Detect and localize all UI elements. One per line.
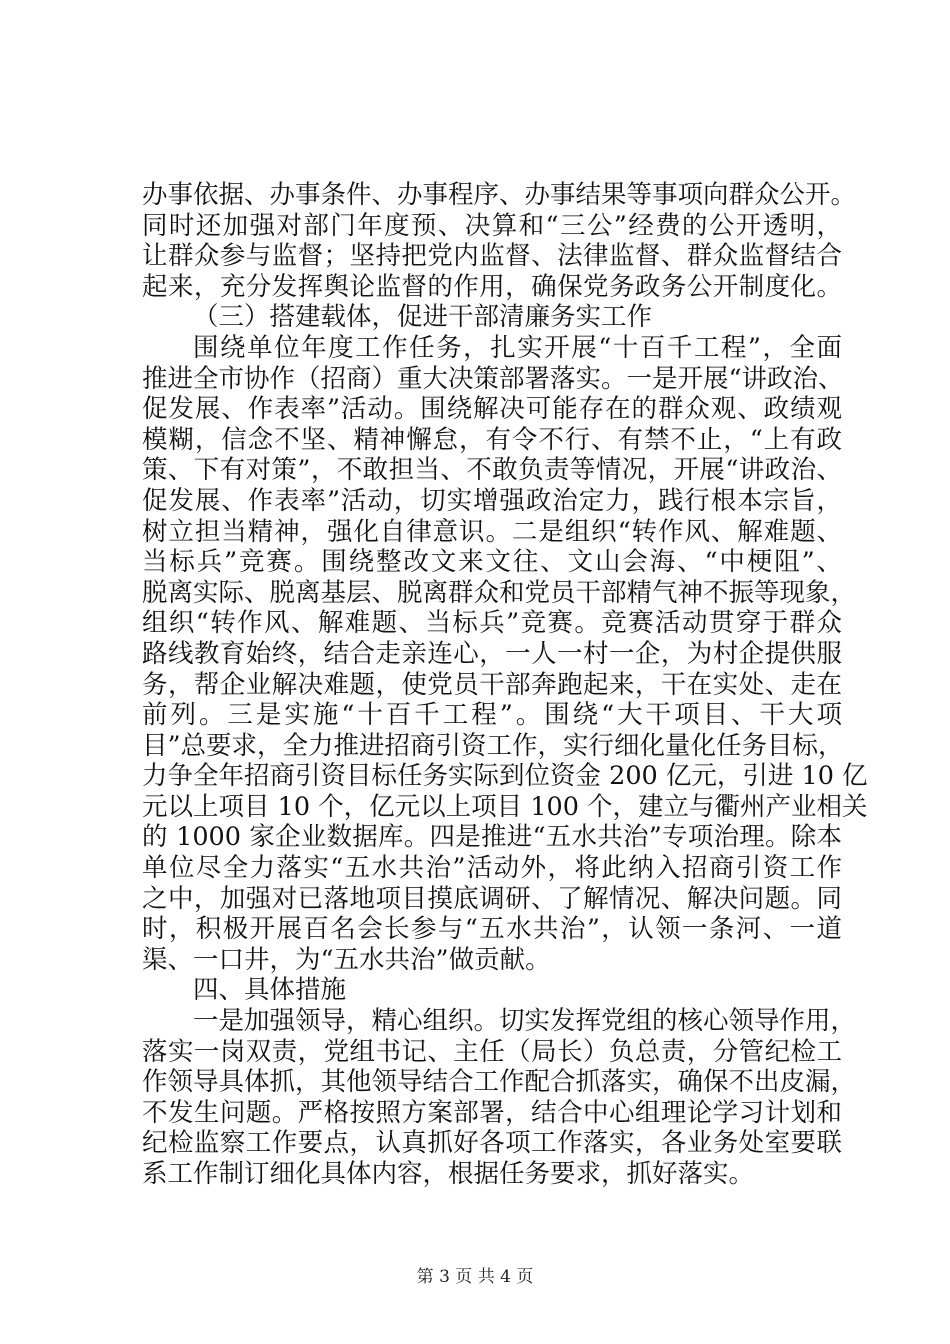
text-line: 渠、一口井，为“五水共治”做贡献。 [142, 944, 551, 975]
page-footer [0, 1267, 950, 1287]
text-line: 促发展、作表率”活动。围绕解决可能存在的群众观、政绩观 [142, 394, 842, 425]
text-line: 路线教育始终，结合走亲连心，一人一村一企，为村企提供服 [142, 638, 842, 669]
text-line: 时，积极开展百名会长参与“五水共治”，认领一条河、一道 [142, 914, 842, 945]
text-line: 不发生问题。严格按照方案部署，结合中心组理论学习计划和 [142, 1097, 842, 1128]
text-line: 脱离实际、脱离基层、脱离群众和党员干部精气神不振等现象， [142, 577, 857, 608]
text-line: 策、下有对策”，不敢担当、不敢负责等情况，开展“讲政治、 [142, 455, 842, 486]
text-line: 让群众参与监督；坚持把党内监督、法律监督、群众监督结合 [142, 241, 842, 272]
text-line: 务，帮企业解决难题，使党员干部奔跑起来，干在实处、走在 [142, 669, 842, 700]
text-line: 之中，加强对已落地项目摸底调研、了解情况、解决问题。同 [142, 883, 842, 914]
text-line: 推进全市协作（招商）重大决策部署落实。一是开展“讲政治、 [142, 363, 844, 394]
text-line: 树立担当精神，强化自律意识。二是组织“转作风、解难题、 [142, 516, 842, 547]
section-heading: 四、具体措施 [193, 975, 347, 1006]
document-body [142, 180, 868, 1190]
text-line: 当标兵”竞赛。围绕整改文来文往、文山会海、“中梗阻”、 [142, 547, 842, 578]
text-line: 作领导具体抓，其他领导结合工作配合抓落实，确保不出皮漏， [142, 1067, 857, 1098]
text-line: 促发展、作表率”活动，切实增强政治定力，践行根本宗旨， [142, 485, 842, 516]
text-line: 力争全年招商引资目标任务实际到位资金 200 亿元，引进 10 亿 [142, 761, 868, 792]
text-line: 元以上项目 10 个，亿元以上项目 100 个，建立与衢州产业相关 [142, 791, 868, 822]
text-line: 办事依据、办事条件、办事程序、办事结果等事项向群众公开。 [142, 180, 857, 210]
text-line: 前列。三是实施“十百千工程”。围绕“大干项目、干大项 [142, 700, 842, 731]
page-number: 第 3 页 共 4 页 [416, 1267, 534, 1287]
text-line: 起来，充分发挥舆论监督的作用，确保党务政务公开制度化。 [142, 271, 842, 302]
text-line: 单位尽全力落实“五水共治”活动外，将此纳入招商引资工作 [142, 853, 842, 884]
text-line: 纪检监察工作要点，认真抓好各项工作落实，各业务处室要联 [142, 1128, 842, 1159]
section-heading: （三）搭建载体，促进干部清廉务实工作 [193, 302, 653, 333]
text-line: 模糊，信念不坚、精神懈怠，有令不行、有禁不止，“上有政 [142, 424, 842, 455]
text-line: 围绕单位年度工作任务，扎实开展“十百千工程”，全面 [193, 332, 842, 363]
text-line: 系工作制订细化具体内容，根据任务要求，抓好落实。 [142, 1159, 755, 1189]
text-line: 的 1000 家企业数据库。四是推进“五水共治”专项治理。除本 [142, 822, 842, 853]
text-line: 目”总要求，全力推进招商引资工作，实行细化量化任务目标， [142, 730, 844, 761]
text-line: 落实一岗双责，党组书记、主任（局长）负总责，分管纪检工 [142, 1036, 842, 1067]
text-line: 一是加强领导，精心组织。切实发挥党组的核心领导作用， [193, 1006, 857, 1037]
text-line: 组织“转作风、解难题、当标兵”竞赛。竞赛活动贯穿于群众 [142, 608, 842, 639]
text-line: 同时还加强对部门年度预、决算和“三公”经费的公开透明， [142, 210, 842, 241]
